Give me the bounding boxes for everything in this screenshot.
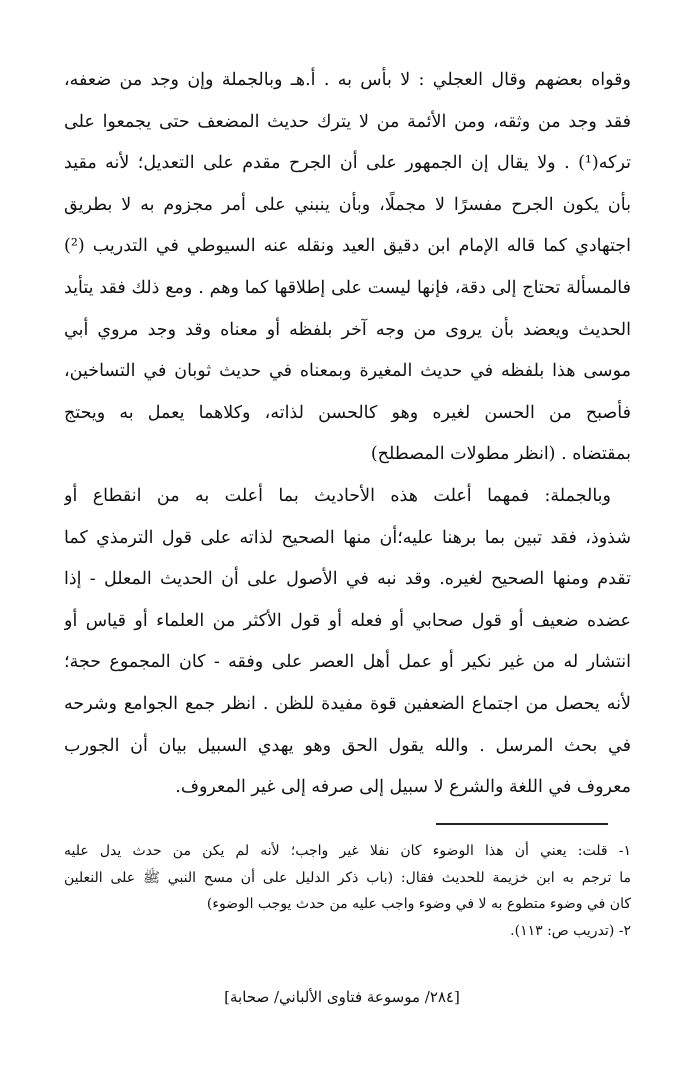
text-line: بمقتضاه . (انظر مطولات المصطلح)	[370, 444, 631, 465]
text-line: تقدم ومنها الصحيح لغيره. وقد نبه في الأصول على أن الحديث المعلل - إذا	[64, 569, 631, 590]
footnote-line: ١- قلت: يعني أن هذا الوضوء كان نفلا غير واجب؛ لأنه لم يكن من حدث يدل عليه	[64, 843, 631, 859]
main-text	[64, 60, 631, 809]
text-line: الحديث ويعضد بأن يروى من وجه آخر بلفظه أو معناه وقد وجد مروي أبي	[64, 319, 631, 340]
text-line: موسى هذا بلفظه في حديث المغيرة وبمعناه في حديث ثوبان في التساخين،	[64, 361, 631, 382]
footnote-line: كان في وضوء متطوع به لا في وضوء واجب عليه من حدث يوجب الوضوء)	[206, 896, 631, 912]
text-line: انتشار له من غير نكير أو عمل أهل العصر على وفقه - كان المجموع حجة؛	[64, 652, 631, 673]
text-line: وقواه بعضهم وقال العجلي : لا بأس به . أ.هـ وبالجملة وإن وجد من ضعفه،	[64, 70, 631, 90]
paragraph-1	[64, 60, 631, 476]
text-line: عضده ضعيف أو قول صحابي أو فعله أو قول الأكثر من العلماء أو قياس أو	[64, 610, 631, 631]
footnote-line: ما ترجم به ابن خزيمة للحديث فقال: (باب ذكر الدليل على أن مسح النبي ﷺ على النعلين	[64, 869, 631, 886]
text-line: فالمسألة تحتاج إلى دقة، فإنها ليست على إطلاقها كما وهم . ومع ذلك فقد يتأيد	[64, 277, 631, 298]
text-line: بأن يكون الجرح مفسرًا لا مجملًا، وبأن ينبني على أمر مجزوم به لا بطريق	[64, 194, 631, 215]
footnote-line: ٢- (تدريب ص: ١١٣).	[510, 922, 631, 939]
text-line: اجتهادي كما قاله الإمام ابن دقيق العيد ونقله عنه السيوطي في التدريب (²)	[64, 236, 631, 257]
text-line: في بحث المرسل . والله يقول الحق وهو يهدي السبيل بيان أن الجورب	[64, 735, 631, 756]
paragraph-2	[64, 476, 631, 809]
text-line: فأصبح من الحسن لغيره وهو كالحسن لذاته، وكلاهما يعمل به ويحتج	[64, 402, 631, 423]
text-line: معروف في اللغة والشرع لا سبيل إلى صرفه إلى غير المعروف.	[175, 777, 631, 798]
text-line: شذوذ، فقد تبين بما برهنا عليه؛أن منها الصحيح لذاته على قول الترمذي كما	[64, 527, 631, 548]
text-line: لأنه يحصل من اجتماع الضعفين قوة مفيدة للظن . انظر جمع الجوامع وشرحه	[64, 693, 631, 714]
text-line: فقد وجد من وثقه، ومن الأئمة من لا يترك حديث المضعف حتى يجمعوا على	[64, 111, 631, 132]
page-footer: [٢٨٤/ موسوعة فتاوى الألباني/ صحابة]	[224, 988, 460, 1006]
footnotes	[64, 838, 631, 944]
text-line: تركه(¹) . ولا يقال إن الجمهور على أن الجرح مقدم على التعديل؛ لأنه مقيد	[64, 153, 631, 174]
text-line: وبالجملة: فمهما أعلت هذه الأحاديث بما أعلت به من انقطاع أو	[64, 485, 611, 506]
footnote-separator	[436, 823, 608, 825]
